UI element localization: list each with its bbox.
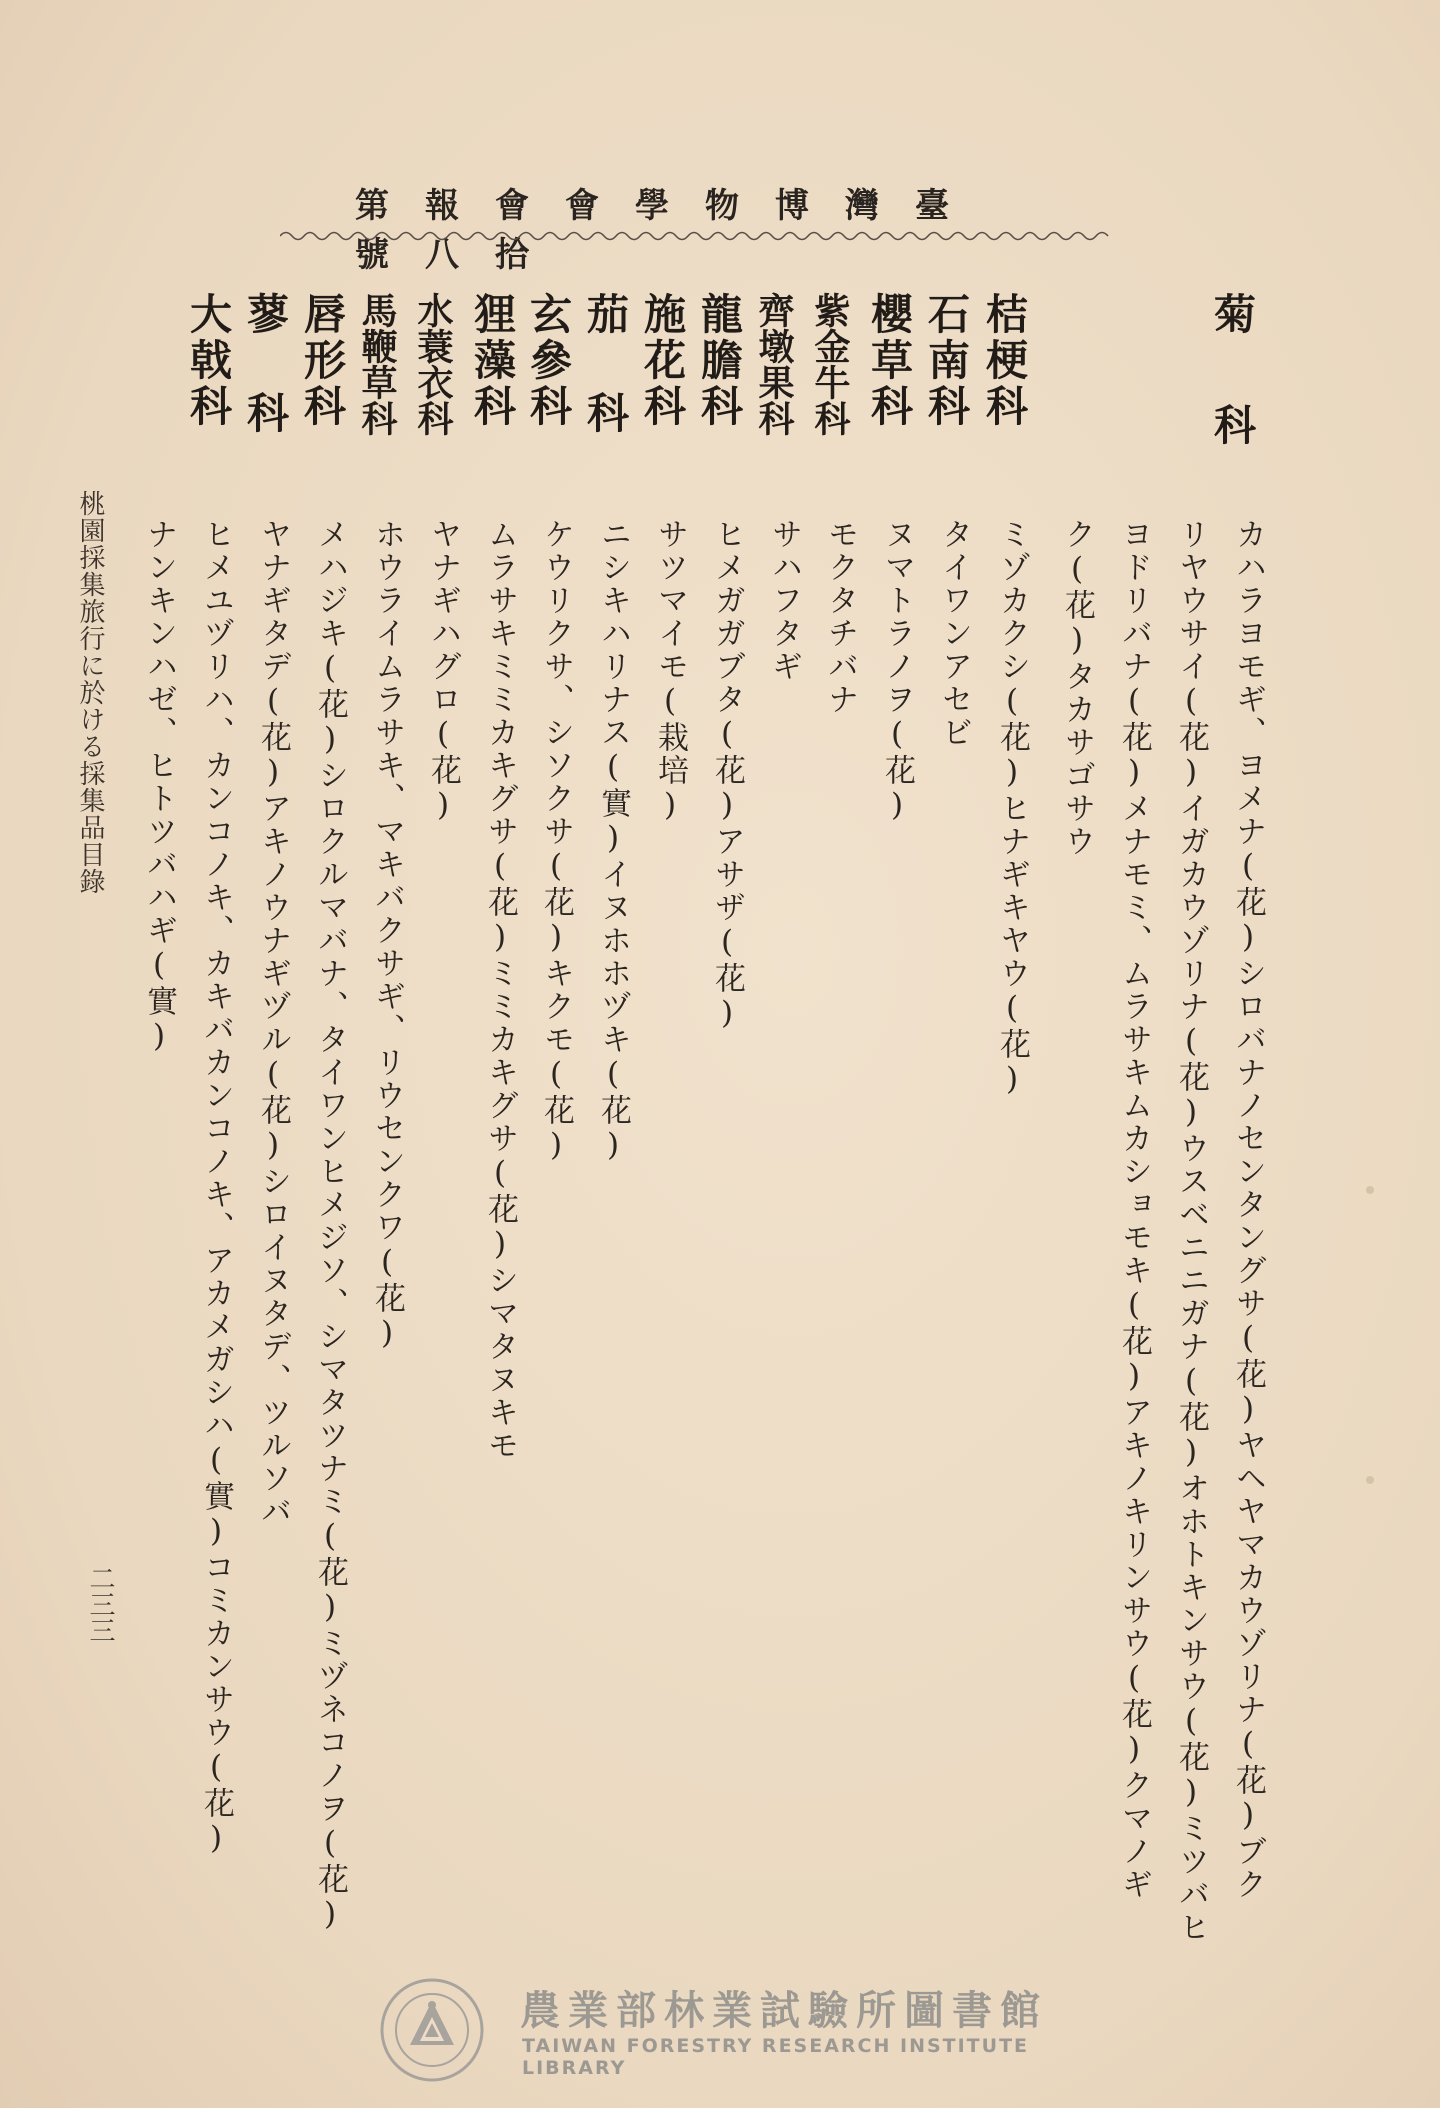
family-label-euphorbiaceae: 大戟科 xyxy=(184,292,233,430)
family-label-primulaceae: 櫻草科 xyxy=(865,292,914,430)
binding-holes xyxy=(1350,1180,1390,1500)
family-label-lentibulariaceae: 狸藻科 xyxy=(468,292,517,430)
library-seal-icon xyxy=(370,1975,500,2085)
species-line: ムラサキミミカキグサ(花)ミミカキグサ(花)シマタヌキモ xyxy=(482,518,518,1462)
species-line: ヒメガガブタ(花)アサザ(花) xyxy=(709,518,745,1033)
family-label-verbenaceae: 馬鞭草科 xyxy=(356,292,398,436)
family-label-ericaceae: 石南科 xyxy=(922,292,971,430)
species-line: ヌマトラノヲ(花) xyxy=(879,518,915,825)
header-wavy-rule xyxy=(280,228,1110,244)
species-line: タイワンアセビ xyxy=(936,518,972,749)
species-line: ヨドリバナ(花)メナモミ、ムラサキムカショモキ(花)アキノキリンサウ(花)クマノギ xyxy=(1116,518,1152,1901)
journal-header-title: 臺灣博物學會會報第拾八號 xyxy=(355,186,985,275)
family-label-acanthaceae: 水蓑衣科 xyxy=(412,292,454,436)
family-label-compositae: 菊 科 xyxy=(1208,292,1257,455)
species-line: カハラヨモギ、ヨメナ(花)シロバナノセンタングサ(花)ヤヘヤマカウゾリナ(花)ブク xyxy=(1230,518,1266,1901)
family-label-styracaceae: 齊墩果科 xyxy=(753,292,795,436)
species-line: サツマイモ(栽培) xyxy=(652,518,688,825)
family-label-scrophulariaceae: 玄參科 xyxy=(524,292,573,430)
family-label-convolvulaceae: 施花科 xyxy=(638,292,687,430)
species-line: ク(花)タカサゴサウ xyxy=(1059,518,1095,858)
species-line: ホウライムラサキ、マキバクサギ、リウセンクワ(花) xyxy=(369,518,405,1353)
family-label-myrsinaceae: 紫金牛科 xyxy=(809,292,851,436)
library-name-en: TAIWAN FORESTRY RESEARCH INSTITUTE LIBRARY xyxy=(522,2035,1030,2079)
species-line: ミゾカクシ(花)ヒナギキヤウ(花) xyxy=(994,518,1030,1099)
library-name-zh: 農業部林業試驗所圖書館 xyxy=(520,1988,1048,2034)
family-label-labiatae: 唇形科 xyxy=(298,292,347,430)
page-number: 二三三 xyxy=(85,1565,115,1643)
species-line: ニシキハリナス(實)イヌホホヅキ(花) xyxy=(595,518,631,1165)
family-label-polygonaceae: 蓼 科 xyxy=(241,292,290,437)
species-line: サハフタギ xyxy=(766,518,802,683)
species-line: モクタチバナ xyxy=(822,518,858,716)
species-line: メハジキ(花)シロクルマバナ、タイワンヒメジソ、シマタツナミ(花)ミヅネコノヲ(花) xyxy=(312,518,348,1934)
family-label-campanulaceae: 桔梗科 xyxy=(980,292,1029,430)
running-title: 桃園採集旅行に於ける採集品目錄 xyxy=(75,490,105,895)
library-watermark xyxy=(370,1975,1090,2085)
species-line: ケウリクサ、シソクサ(花)キクモ(花) xyxy=(538,518,574,1165)
species-line: ナンキンハゼ、ヒトツバハギ(實) xyxy=(141,518,177,1056)
species-line: ヤナギタデ(花)アキノウナギヅル(花)シロイヌタデ、ツルソバ xyxy=(255,518,291,1528)
family-label-solanaceae: 茄 科 xyxy=(581,292,630,437)
species-line: ヤナギハグロ(花) xyxy=(425,518,461,825)
family-label-gentianaceae: 龍膽科 xyxy=(695,292,744,430)
species-line: リヤウサイ(花)イガカウゾリナ(花)ウスベニニガナ(花)オホトキンサウ(花)ミツバヒ xyxy=(1173,518,1209,1944)
species-line: ヒメユヅリハ、カンコノキ、カキバカンコノキ、アカメガシハ(實)コミカンサウ(花) xyxy=(198,518,234,1858)
